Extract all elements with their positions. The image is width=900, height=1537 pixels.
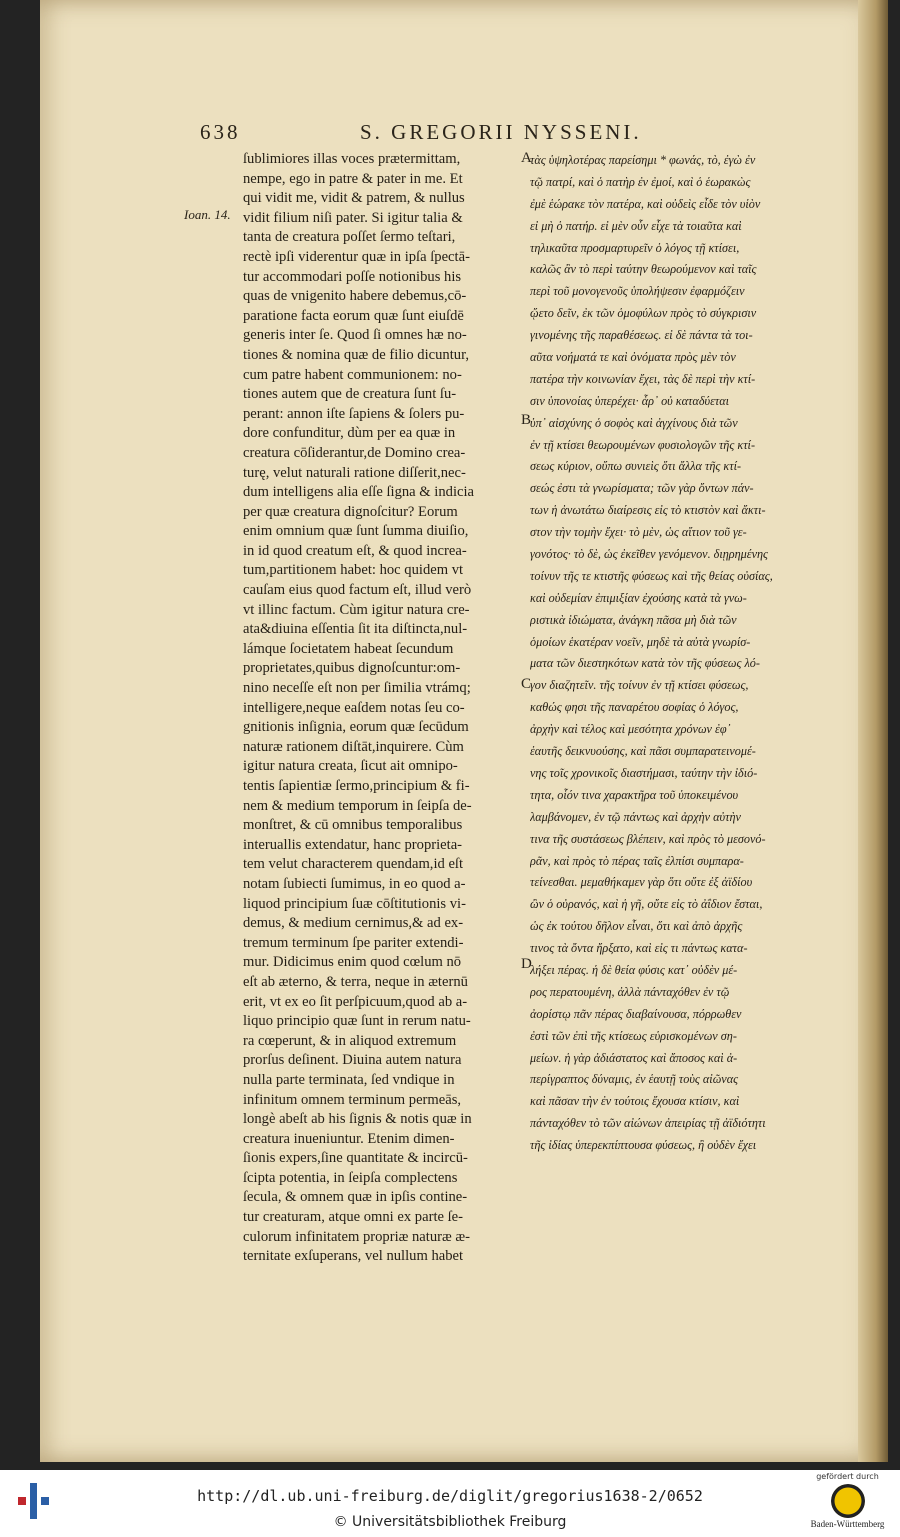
greek-text-line: περὶ τοῦ μονογενοῦς ὑπολήψεσιν ἐφαρμόζειν	[530, 284, 745, 299]
greek-text-line: ᾤετο δεῖν, ἐκ τῶν ὁμοφύλων πρὸς τὸ σύγκρισιν	[530, 306, 757, 321]
greek-text-line: εἰ μὴ ὁ πατήρ. εἰ μὲν οὖν εἶχε τὰ τοιαῦτα καὶ	[530, 218, 742, 233]
greek-text-line: καλῶς ἂν τὸ περὶ ταύτην θεωρούμενον καὶ ταῖς	[530, 262, 757, 277]
latin-text-line: enim omnium quæ ſunt ſumma diuiſio,	[243, 523, 469, 540]
greek-text-line: γινομένης τῆς παραθέσεως. εἰ δὲ πάντα τὰ τοι-	[530, 328, 753, 343]
greek-text-line: ὢν ὁ οὐρανός, καὶ ἡ γῆ, οὔτε εἰς τὸ ἀΐδιον ἔσται,	[530, 897, 763, 912]
greek-text-line: πατέρα τὴν κοινωνίαν ἔχει, τὰς δὲ περὶ τὴν κτί-	[530, 371, 756, 386]
latin-text-line: proprietates,quibus dignoſcuntur:om-	[243, 660, 461, 677]
latin-text-line: nem & medium temporum in ſeipſa de-	[243, 797, 472, 814]
latin-text-line: igitur natura creata, ſicut ait omnipo-	[243, 758, 458, 775]
greek-text-line: γον διαζητεῖν. τῆς τοίνυν ἐν τῇ κτίσει φύσεως,	[530, 678, 749, 693]
footer-copyright: © Universitätsbibliothek Freiburg	[333, 1514, 567, 1530]
latin-text-line: tiones autem que de creatura ſunt ſu-	[243, 386, 457, 403]
latin-text-line: per quæ creatura dignoſcitur? Eorum	[243, 503, 458, 520]
latin-text-line: tem velut characterem quendam,id eſt	[243, 856, 464, 873]
latin-text-line: ternitate exſuperans, vel nullum habet	[243, 1248, 464, 1265]
greek-text-line: αῦτα νοήματά τε καὶ ὀνόματα πρὸς μὲν τὸν	[530, 350, 736, 365]
greek-text-line: καὶ πᾶσαν τὴν ἐν τούτοις ἔχουσα κτίσιν, καὶ	[530, 1094, 740, 1109]
latin-text-line: cum patre habent communionem: no-	[243, 366, 462, 383]
greek-text-line: τητα, οἷόν τινα χαρακτῆρα τοῦ ὑποκειμένου	[530, 787, 739, 802]
latin-text-line: tanta de creatura poſſet ſermo teſtari,	[243, 229, 456, 246]
latin-text-line: infinitum omnem terminum permeās,	[243, 1091, 462, 1108]
greek-text-line: τείνεσθαι. μεμαθήκαμεν γὰρ ὅτι οὔτε ἐξ ἀϊδίου	[530, 875, 753, 890]
section-letter-c: C	[521, 676, 532, 692]
latin-text-line: ſublimiores illas voces prætermittam,	[243, 151, 461, 167]
greek-text-line: μείων. ἡ γὰρ ἀδιάστατος καὶ ἄποσος καὶ ἀ-	[530, 1050, 738, 1065]
latin-text-line: interuallis extendatur, hanc proprieta-	[243, 836, 463, 853]
latin-text-line: dore confunditur, dùm per ea quæ in	[243, 425, 456, 442]
greek-text-line: λαμβάνομεν, ἐν τῷ πάντως καὶ ἀρχὴν αὐτὴν	[530, 809, 741, 824]
greek-text-line: πάνταχόθεν τὸ τῶν αἰώνων ἀπειρίας τῇ ἀϊδιότητι	[530, 1116, 766, 1131]
greek-text-line: σεώς ἐστι τὰ γνωρίσματα; τῶν γὰρ ὄντων πάν-	[530, 481, 754, 496]
greek-text-line: ἐν τῇ κτίσει θεωρουμένων φυσιολογῶν τῆς κτί-	[530, 437, 755, 452]
latin-text-line: longè abeſt ab his ſignis & notis quæ in	[243, 1111, 472, 1128]
greek-column	[530, 150, 850, 1157]
latin-text-line: nino neceſſe eſt non per ſimilia vtrámq;	[243, 680, 471, 697]
latin-text-line: erit, vt ex eo ſit perſpicuum,quod ab a-	[243, 993, 468, 1010]
greek-text-line: ριστικὰ ἰδιώματα, ἀνάγκη πᾶσα μὴ διὰ τῶν	[530, 612, 737, 627]
footer-url-link[interactable]: http://dl.ub.uni-freiburg.de/diglit/gregorius1638-2/0652	[197, 1487, 703, 1505]
latin-text-line: ra cœperunt, & in aliquod extremum	[243, 1032, 457, 1049]
greek-text-line: ὁμοίων ἑκατέραν νοεῖν, μηδὲ τὰ αὐτὰ γνωρίσ-	[530, 634, 751, 649]
latin-text-line: perant: annon iſte ſapiens & ſolers pu-	[243, 405, 465, 422]
greek-text-line: ματα τῶν διεστηκότων κατὰ τὸν τῆς φύσεως λό-	[530, 656, 760, 671]
sponsor-badge	[800, 1472, 895, 1536]
greek-text-line: λήξει πέρας. ἡ δὲ θεία φύσις κατ᾽ οὐδὲν μέ-	[530, 962, 738, 977]
section-letter-b: B	[521, 412, 532, 428]
latin-text-line: tremum terminum ſpe pariter extendi-	[243, 934, 464, 951]
latin-text-line: liquo principio quæ ſunt in rerum natu-	[243, 1013, 471, 1030]
greek-text-line: ἐστὶ τῶν ἐπὶ τῆς κτίσεως εὑρισκομένων ση-	[530, 1028, 737, 1043]
greek-text-line: ἀορίστῳ πᾶν πέρας διαβαίνουσα, πόρρωθεν	[530, 1006, 742, 1021]
latin-text-line: tur accommodari poſſe notionibus his	[243, 268, 462, 285]
latin-text-line: intelligere,neque eaſdem notas ſeu co-	[243, 699, 465, 716]
section-letter-a: A	[521, 150, 532, 166]
latin-text-line: creatura inueniuntur. Etenim dimen-	[243, 1130, 455, 1147]
greek-text-line: ἐμὲ ἑώρακε τὸν πατέρα, καὶ οὐδεὶς εἶδε τὸν υἱὸν	[530, 196, 761, 211]
latin-text-line: dum intelligens alia eſſe ſigna & indicia	[243, 484, 475, 501]
latin-text-line: notam ſubiecti ſumimus, in eo quod a-	[243, 875, 466, 892]
latin-text-line: creatura cōſiderantur,de Domino crea-	[243, 444, 466, 461]
greek-text-line: σιν ὑπονοίας ὑπερέχει· ἆρ᾽ οὐ καταδύεται	[530, 393, 730, 408]
latin-text-line: ſecula, & omnem quæ in ipſis contine-	[243, 1189, 468, 1206]
latin-text-line: nempe, ego in patre & pater in me. Et	[243, 170, 463, 187]
greek-text-line: ρος περατουμένη, ἀλλὰ πάνταχόθεν ἐν τῷ	[530, 984, 730, 999]
greek-text-line: τηλικαῦτα προσμαρτυρεῖν ὁ λόγος τῇ κτίσει,	[530, 240, 740, 255]
greek-text-line: ἑαυτῆς δεικνυούσης, καὶ πᾶσι συμπαρατεινομέ-	[530, 744, 756, 759]
greek-text-line: τῷ πατρί, καὶ ὁ πατὴρ ἐν ἐμοί, καὶ ὁ ἑωρακὼς	[530, 174, 751, 189]
running-title: S. GREGORII NYSSENI.	[360, 120, 642, 144]
greek-text-line: σεως κύριον, οὔπω συνιεὶς ὅτι ἄλλα τῆς κτί-	[530, 459, 742, 474]
greek-text-line: ὑπ᾽ αἰσχύνης ὁ σοφὸς καὶ ἀγχίνους διὰ τῶν	[530, 415, 738, 430]
latin-text-line: nulla parte terminata, ſed vndique in	[243, 1071, 455, 1088]
latin-text-line: paratione facta eorum quæ ſunt eiuſdē	[243, 307, 464, 324]
greek-text-line: τοίνυν τῆς τε κτιστῆς φύσεως καὶ τῆς θείας οὐσίας,	[530, 568, 773, 583]
greek-text-line: ὡς ἐκ τούτου δῆλον εἶναι, ὅτι καὶ ἀπὸ ἀρχῆς	[530, 919, 743, 934]
greek-text-line: καὶ οὐδεμίαν ἐπιμιξίαν ἐχούσης κατὰ τὰ γνω-	[530, 590, 747, 605]
latin-text-line: tur creaturam, atque omni ex parte ſe-	[243, 1209, 464, 1226]
greek-text-line: τὰς ὑψηλοτέρας παρείσημι * φωνάς, τὸ, ἐγὼ ἐν	[530, 153, 756, 167]
latin-text-line: vidit filium niſi pater. Si igitur talia &	[243, 209, 463, 226]
latin-text-line: culorum infinitatem propriæ naturæ æ-	[243, 1228, 470, 1245]
greek-text-line: περίγραπτος δύναμις, ἐν ἑαυτῇ τοὺς αἰῶνας	[530, 1072, 739, 1087]
sponsor-name: Baden-Württemberg	[810, 1519, 885, 1529]
greek-text-line: ρᾶν, καὶ πρὸς τὸ πέρας ταῖς ἐλπίσι συμπαρα-	[530, 853, 744, 868]
latin-text-line: vt illinc factum. Cùm igitur natura cre-	[243, 601, 470, 618]
latin-text-line: turę, velut naturali ratione diſſerit,nec-	[243, 464, 466, 481]
latin-text-line: tentis ſapientiæ ſermo,principium & fi-	[243, 778, 470, 794]
latin-text-line: ata&diuina eſſentia ſit ita diſtincta,nul-	[243, 621, 468, 638]
latin-text-line: quas de vnigenito habere debemus,cō-	[243, 288, 467, 305]
section-letter-d: D	[521, 956, 532, 972]
latin-text-line: naturæ rationem diſtāt,inquirere. Cùm	[243, 738, 464, 755]
latin-text-line: tiones & nomina quæ de filio dicuntur,	[243, 346, 469, 363]
latin-text-line: ſcipta potentia, in ſeipſa complectens	[243, 1169, 458, 1186]
running-header	[200, 120, 680, 146]
latin-text-line: monſtret, & cū omnibus temporalibus	[243, 817, 463, 834]
latin-text-line: tum,partitionem habet: hoc quidem vt	[243, 562, 464, 579]
latin-text-line: generis inter ſe. Quod ſi omnes hæ no-	[243, 327, 467, 344]
latin-column	[243, 150, 528, 1267]
latin-text-line: qui vidit me, vidit & patrem, & nullus	[243, 190, 465, 207]
greek-text-line: τινα τῆς συστάσεως βλέπειν, καὶ πρὸς τὸ μεσονό-	[530, 831, 766, 846]
latin-text-line: prorſus deſinent. Diuina autem natura	[243, 1052, 462, 1069]
latin-text-line: in id quod creatum eſt, & quod increa-	[243, 542, 467, 559]
state-crest-icon	[831, 1484, 865, 1518]
greek-text-line: γονότος· τὸ δὲ, ὡς ἐκεῖθεν γενόμενον. διῃρημένης	[530, 547, 768, 562]
latin-text-line: eſt ab æterno, & terra, neque in æternū	[243, 973, 468, 990]
greek-text-line: ἀρχὴν καὶ τέλος καὶ μεσότητα χρόνων ἐφ᾽	[530, 722, 731, 737]
greek-text-line: νης τοῖς χρονικοῖς διαστήμασι, ταύτην τὴν ἰδιό-	[530, 765, 758, 780]
latin-text-line: rectè ipſi viderentur quæ in ipſa ſpectā-	[243, 248, 470, 265]
greek-text-line: καθώς φησι τῆς παναρέτου σοφίας ὁ λόγος,	[530, 700, 739, 715]
latin-text-line: demus, & medium cernimus,& ad ex-	[243, 915, 464, 932]
margin-note: Ioan. 14.	[184, 207, 231, 222]
page-number: 638	[200, 120, 241, 144]
latin-text-line: mur. Didicimus enim quod cœlum nō	[243, 954, 462, 971]
greek-text-line: τινος τὰ ὄντα ἤρξατο, καὶ εἰς τι πάντως κατα-	[530, 941, 748, 956]
greek-text-line: των ἡ ἀνωτάτω διαίρεσις εἰς τὸ κτιστὸν καὶ ἄκτι-	[530, 503, 766, 518]
latin-text-line: ſionis expers,ſine quantitate & incircū-	[243, 1150, 468, 1167]
latin-text-line: lámque ſocietatem habeat ſecundum	[243, 640, 454, 657]
latin-text-line: cauſam eius quod factum eſt, illud verò	[243, 582, 472, 599]
sponsor-caption: gefördert durch	[816, 1472, 879, 1481]
latin-text-line: gnitionis inſignia, eorum quæ ſecūdum	[243, 719, 469, 736]
greek-text-line: στον τὴν τομὴν ἔχει· τὸ μὲν, ὡς αἴτιον τοῦ γε-	[530, 525, 747, 540]
greek-text-line: τῆς ἰδίας ὑπερεκπίπτουσα φύσεως, ἢ οὐδὲν ἔχει	[530, 1138, 757, 1153]
page-gutter	[858, 0, 888, 1462]
latin-text-line: liquod principium ſuæ cōſtitutionis vi-	[243, 895, 466, 912]
